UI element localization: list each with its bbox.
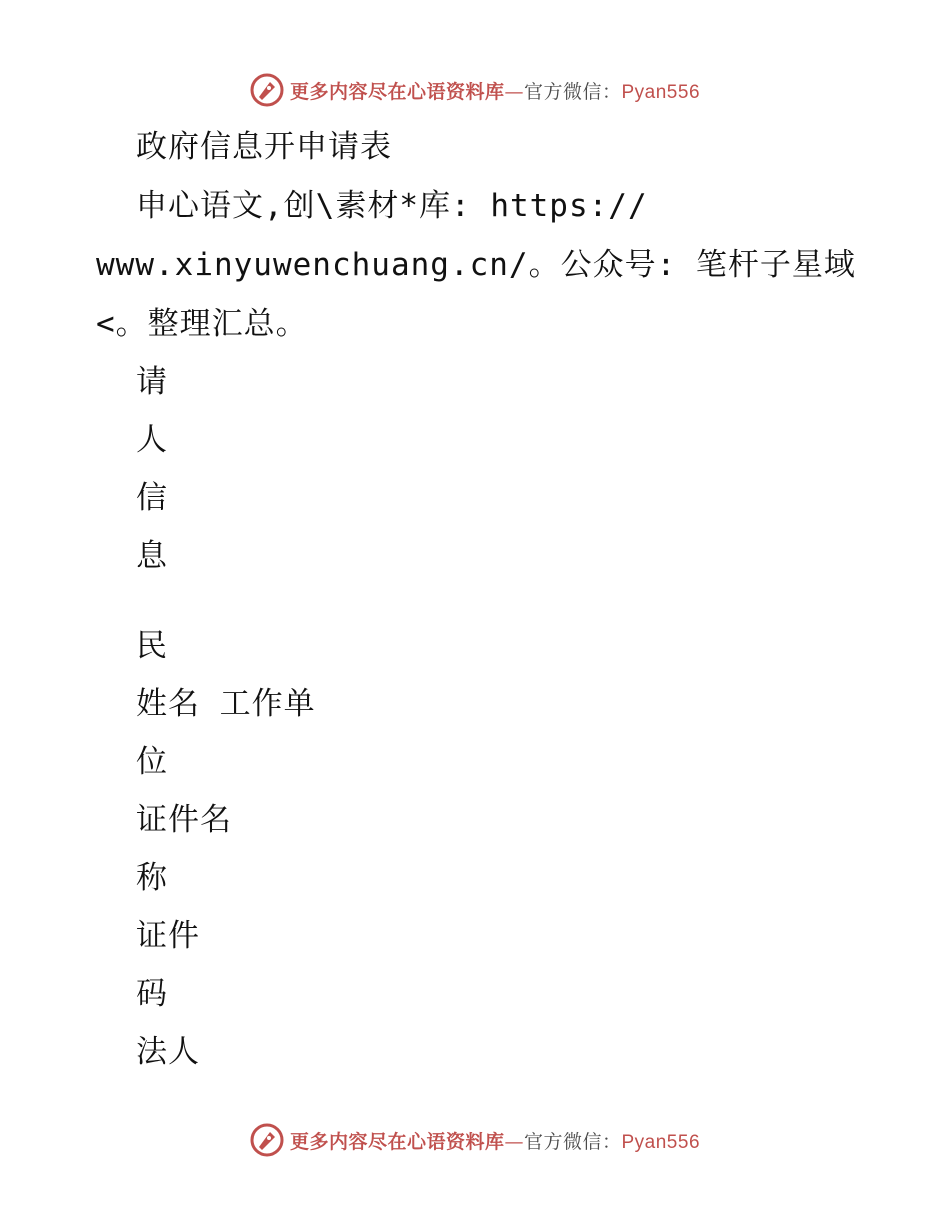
watermark-main-text: 更多内容尽在心语资料库: [289, 1130, 505, 1153]
document-line: 人: [136, 422, 168, 458]
watermark-text: [290, 77, 700, 104]
watermark-wechat-id: Pyan556: [621, 81, 701, 103]
document-line: 姓名 工作单: [136, 686, 316, 722]
header-watermark-banner: [0, 70, 950, 110]
watermark-wechat-id: Pyan556: [621, 1131, 701, 1153]
watermark-wechat-label: 官方微信：: [523, 80, 622, 103]
document-line: 请: [136, 364, 168, 400]
document-line: 法人: [136, 1034, 200, 1070]
document-line: 位: [136, 744, 168, 780]
watermark-main-text: 更多内容尽在心语资料库: [289, 80, 505, 103]
footer-watermark-banner: [0, 1120, 950, 1160]
document-line: 称: [136, 860, 168, 896]
document-line: 证件: [136, 918, 200, 954]
document-line: 码: [136, 976, 168, 1012]
document-line: www.xinyuwenchuang.cn/。公众号: 笔杆子星域: [96, 247, 856, 283]
document-line: <。整理汇总。: [96, 306, 308, 342]
document-title: 政府信息开申请表: [136, 129, 392, 165]
watermark-wechat-label: 官方微信：: [523, 1130, 622, 1153]
watermark-text: [290, 1127, 700, 1154]
pen-nib-logo-icon: [250, 73, 284, 107]
document-line: 证件名: [136, 802, 232, 838]
watermark-separator: —: [504, 1130, 524, 1153]
pen-nib-logo-icon: [250, 1123, 284, 1157]
watermark-separator: —: [504, 80, 524, 103]
document-line: 申心语文,创\素材*库: https://: [136, 188, 648, 224]
document-line: 息: [136, 538, 168, 574]
document-line: 民: [136, 628, 168, 664]
document-line: 信: [136, 480, 168, 516]
